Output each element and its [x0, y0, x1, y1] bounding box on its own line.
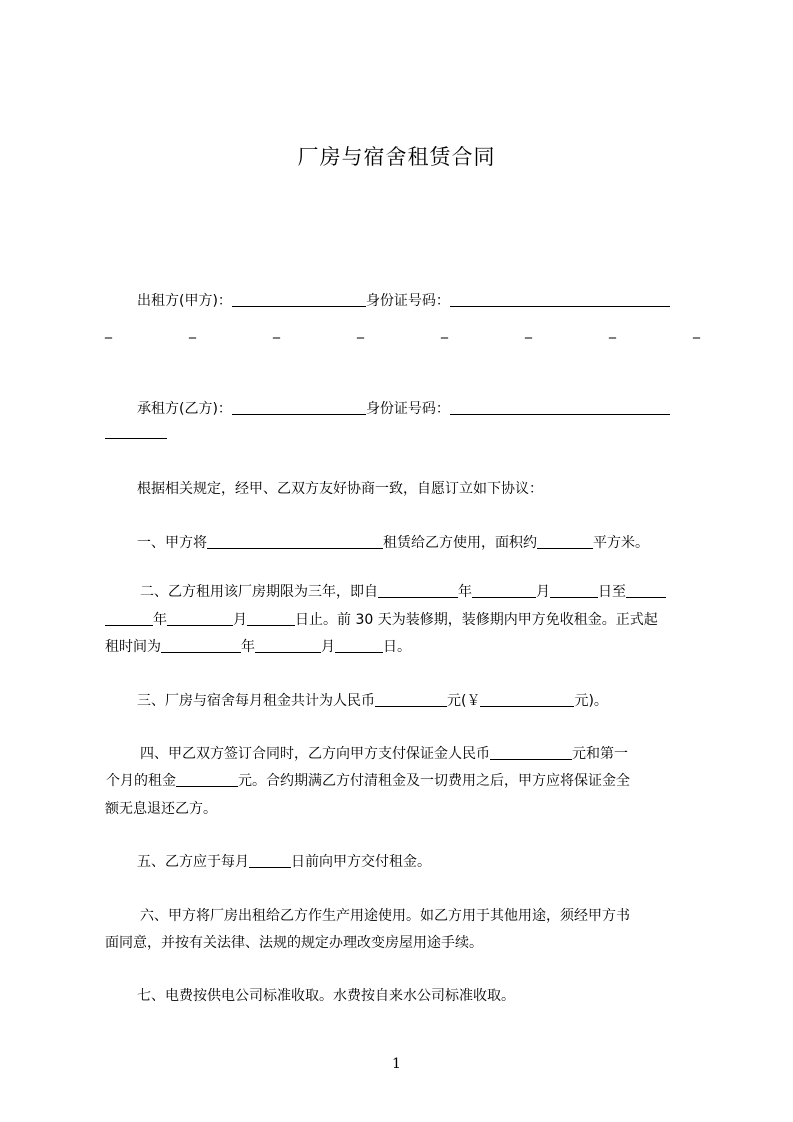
clause-2-text: 日至 [598, 584, 626, 600]
clause-3-text: 三、厂房与宿舍每月租金共计为人民币 [137, 693, 375, 709]
clause-5-text: 日前向甲方交付租金。 [291, 854, 431, 870]
clause-1-text: 一、甲方将 [137, 535, 207, 551]
intro-paragraph: 根据相关规定，经甲、乙双方友好协商一致，自愿订立如下协议： [137, 481, 543, 497]
dash-mark: _ [525, 323, 532, 339]
lessee-id-continuation [105, 424, 167, 442]
clause-2-text: 日止。前 30 天为装修期，装修期内甲方免收租金。正式起 [295, 612, 658, 628]
clause-5 [137, 853, 431, 871]
clause-3 [137, 692, 608, 710]
lessor-name-blank[interactable] [232, 292, 366, 307]
start-month-blank[interactable] [472, 583, 536, 598]
area-blank[interactable] [537, 534, 593, 549]
dash-mark: _ [189, 323, 196, 339]
premises-blank[interactable] [207, 534, 383, 549]
clause-2-line-3 [105, 638, 411, 656]
clause-6-line-2: 面同意，并按有关法律、法规的规定办理改变房屋用途手续。 [105, 935, 483, 951]
clause-1-text: 平方米。 [593, 535, 649, 551]
clause-2-text: 日。 [383, 639, 411, 655]
clause-2-text: 月 [233, 612, 247, 628]
clause-2-text: 年 [153, 612, 167, 628]
rent-start-month-blank[interactable] [255, 638, 321, 653]
clause-4-text: 个月的租金 [106, 773, 176, 789]
end-year-blank-cont[interactable] [105, 611, 153, 626]
clause-4-line-1 [140, 745, 628, 763]
clause-6-line-1: 六、甲方将厂房出租给乙方作生产用途使用。如乙方用于其他用途，须经甲方书 [140, 908, 630, 924]
clause-2-text: 年 [458, 584, 472, 600]
end-month-blank[interactable] [167, 611, 233, 626]
lessor-id-continuation [105, 322, 701, 340]
lessee-id-blank[interactable] [450, 400, 670, 415]
clause-4-line-2 [106, 772, 630, 790]
lessor-line [137, 292, 670, 310]
monthly-rent-blank[interactable] [375, 692, 447, 707]
monthly-rent-figure-blank[interactable] [480, 692, 574, 707]
start-year-blank[interactable] [378, 583, 458, 598]
lessor-label: 出租方(甲方)： [137, 293, 232, 309]
first-month-rent-blank[interactable] [176, 772, 238, 787]
clause-2-text: 年 [241, 639, 255, 655]
clause-3-text: 元(￥ [447, 693, 481, 709]
end-year-blank[interactable] [626, 583, 666, 598]
document-title: 厂房与宿舍租赁合同 [297, 145, 496, 169]
lessee-name-blank[interactable] [232, 400, 366, 415]
clause-1 [137, 534, 649, 552]
start-day-blank[interactable] [550, 583, 598, 598]
lessor-id-blank[interactable] [450, 292, 670, 307]
deposit-blank[interactable] [490, 745, 572, 760]
clause-5-text: 五、乙方应于每月 [137, 854, 249, 870]
dash-mark: _ [693, 323, 700, 339]
page-number: 1 [392, 1056, 401, 1072]
dash-mark: _ [441, 323, 448, 339]
dash-mark: _ [105, 323, 112, 339]
lessee-line [137, 400, 670, 418]
lessor-id-label: 身份证号码： [365, 293, 450, 309]
clause-7: 七、电费按供电公司标准收取。水费按自来水公司标准收取。 [137, 988, 515, 1004]
clause-4-text: 四、甲乙双方签订合同时，乙方向甲方支付保证金人民币 [140, 746, 490, 762]
clause-1-text: 租赁给乙方使用，面积约 [383, 535, 537, 551]
clause-2-line-1 [140, 583, 666, 601]
clause-2-text: 月 [536, 584, 550, 600]
dash-mark: _ [609, 323, 616, 339]
lessee-id-blank-cont[interactable] [105, 424, 167, 439]
clause-3-text: 元)。 [574, 693, 608, 709]
rent-due-day-blank[interactable] [249, 853, 291, 868]
lessee-label: 承租方(乙方)： [137, 401, 232, 417]
rent-start-day-blank[interactable] [335, 638, 383, 653]
clause-4-text: 元和第一 [572, 746, 628, 762]
clause-2-text: 月 [321, 639, 335, 655]
clause-2-text: 租时间为 [105, 639, 161, 655]
end-day-blank[interactable] [247, 611, 295, 626]
lessee-id-label: 身份证号码： [365, 401, 450, 417]
clause-2-line-2 [105, 611, 658, 629]
dash-mark: _ [357, 323, 364, 339]
clause-4-line-3: 额无息退还乙方。 [105, 801, 217, 817]
rent-start-year-blank[interactable] [161, 638, 241, 653]
clause-4-text: 元。合约期满乙方付清租金及一切费用之后，甲方应将保证金全 [238, 773, 630, 789]
clause-2-text: 二、乙方租用该厂房期限为三年，即自 [140, 584, 378, 600]
dash-mark: _ [273, 323, 280, 339]
